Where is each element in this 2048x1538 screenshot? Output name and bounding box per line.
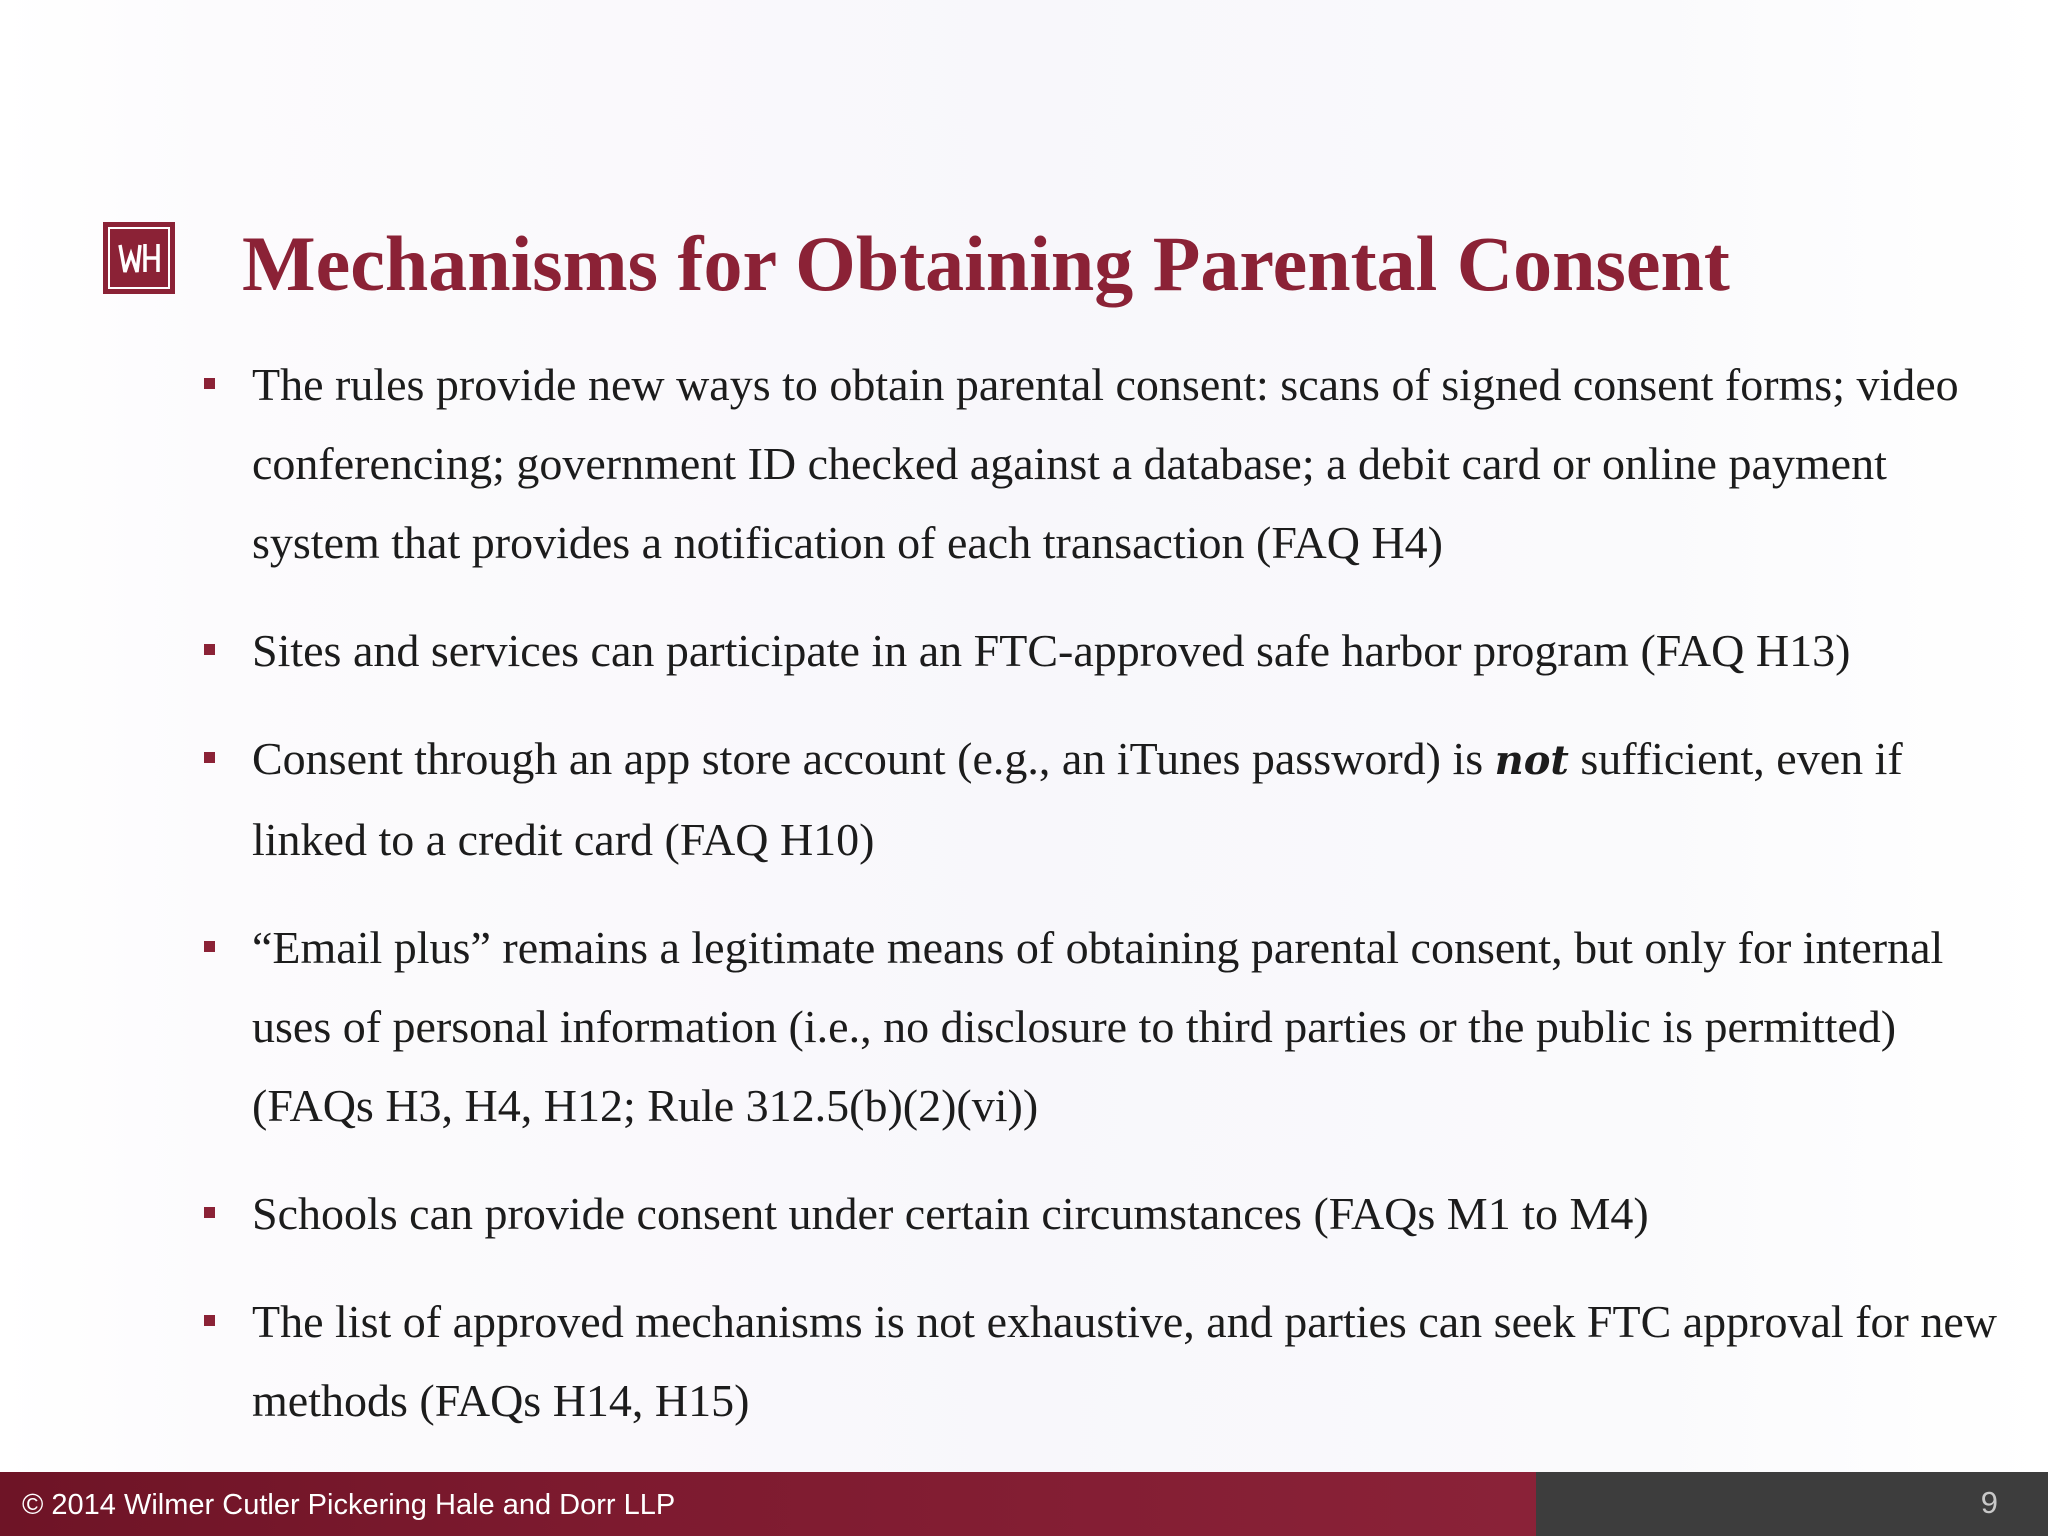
bullet-text-after: sufficient, even if linked to a credit card (FAQ H10) xyxy=(252,733,1903,865)
bullet-text xyxy=(252,733,1903,865)
bullet-item xyxy=(200,345,2000,582)
footer-brand-band xyxy=(0,1472,1536,1536)
bullet-text: The list of approved mechanisms is not exhaustive, and parties can seek FTC approval for new methods (FAQs H14, H15) xyxy=(252,1296,1997,1426)
copyright-text: © 2014 Wilmer Cutler Pickering Hale and Dorr LLP xyxy=(22,1489,676,1521)
bullet-text-before: Consent through an app store account (e.g., an iTunes password) is xyxy=(252,733,1495,784)
square-bullet-icon xyxy=(204,1207,215,1218)
bullet-item xyxy=(200,1174,2000,1253)
slide-title: Mechanisms for Obtaining Parental Consent xyxy=(242,220,1730,307)
bullet-text: Schools can provide consent under certain circumstances (FAQs M1 to M4) xyxy=(252,1188,1649,1239)
logo-wh-mark xyxy=(103,222,175,294)
bullet-item xyxy=(200,908,2000,1145)
bullet-text: Sites and services can participate in an FTC-approved safe harbor program (FAQ H13) xyxy=(252,625,1851,676)
wh-logo-icon xyxy=(103,222,175,294)
emphasis-not: not xyxy=(1494,737,1569,784)
bullet-text: “Email plus” remains a legitimate means of obtaining parental consent, but only for internal uses of personal information (i.e., no disclosure to third parties or the public is permitted) (FAQs H3, H4, H12; Rule 312.5(b)(2)(vi)) xyxy=(252,922,1944,1131)
square-bullet-icon xyxy=(204,378,215,389)
square-bullet-icon xyxy=(204,644,215,655)
page-number: 9 xyxy=(1980,1485,1998,1520)
square-bullet-icon xyxy=(204,752,215,763)
bullet-item xyxy=(200,719,2000,879)
bullet-text: The rules provide new ways to obtain parental consent: scans of signed consent forms; video conferencing; government ID checked against a database; a debit card or online payment system that provides a notification of each transaction (FAQ H4) xyxy=(252,359,1959,568)
bullet-list xyxy=(200,345,2000,1469)
footer-bar xyxy=(0,1472,2048,1536)
footer-page-band xyxy=(1536,1472,2048,1536)
bullet-item xyxy=(200,611,2000,690)
square-bullet-icon xyxy=(204,941,215,952)
bullet-item xyxy=(200,1282,2000,1440)
square-bullet-icon xyxy=(204,1315,215,1326)
